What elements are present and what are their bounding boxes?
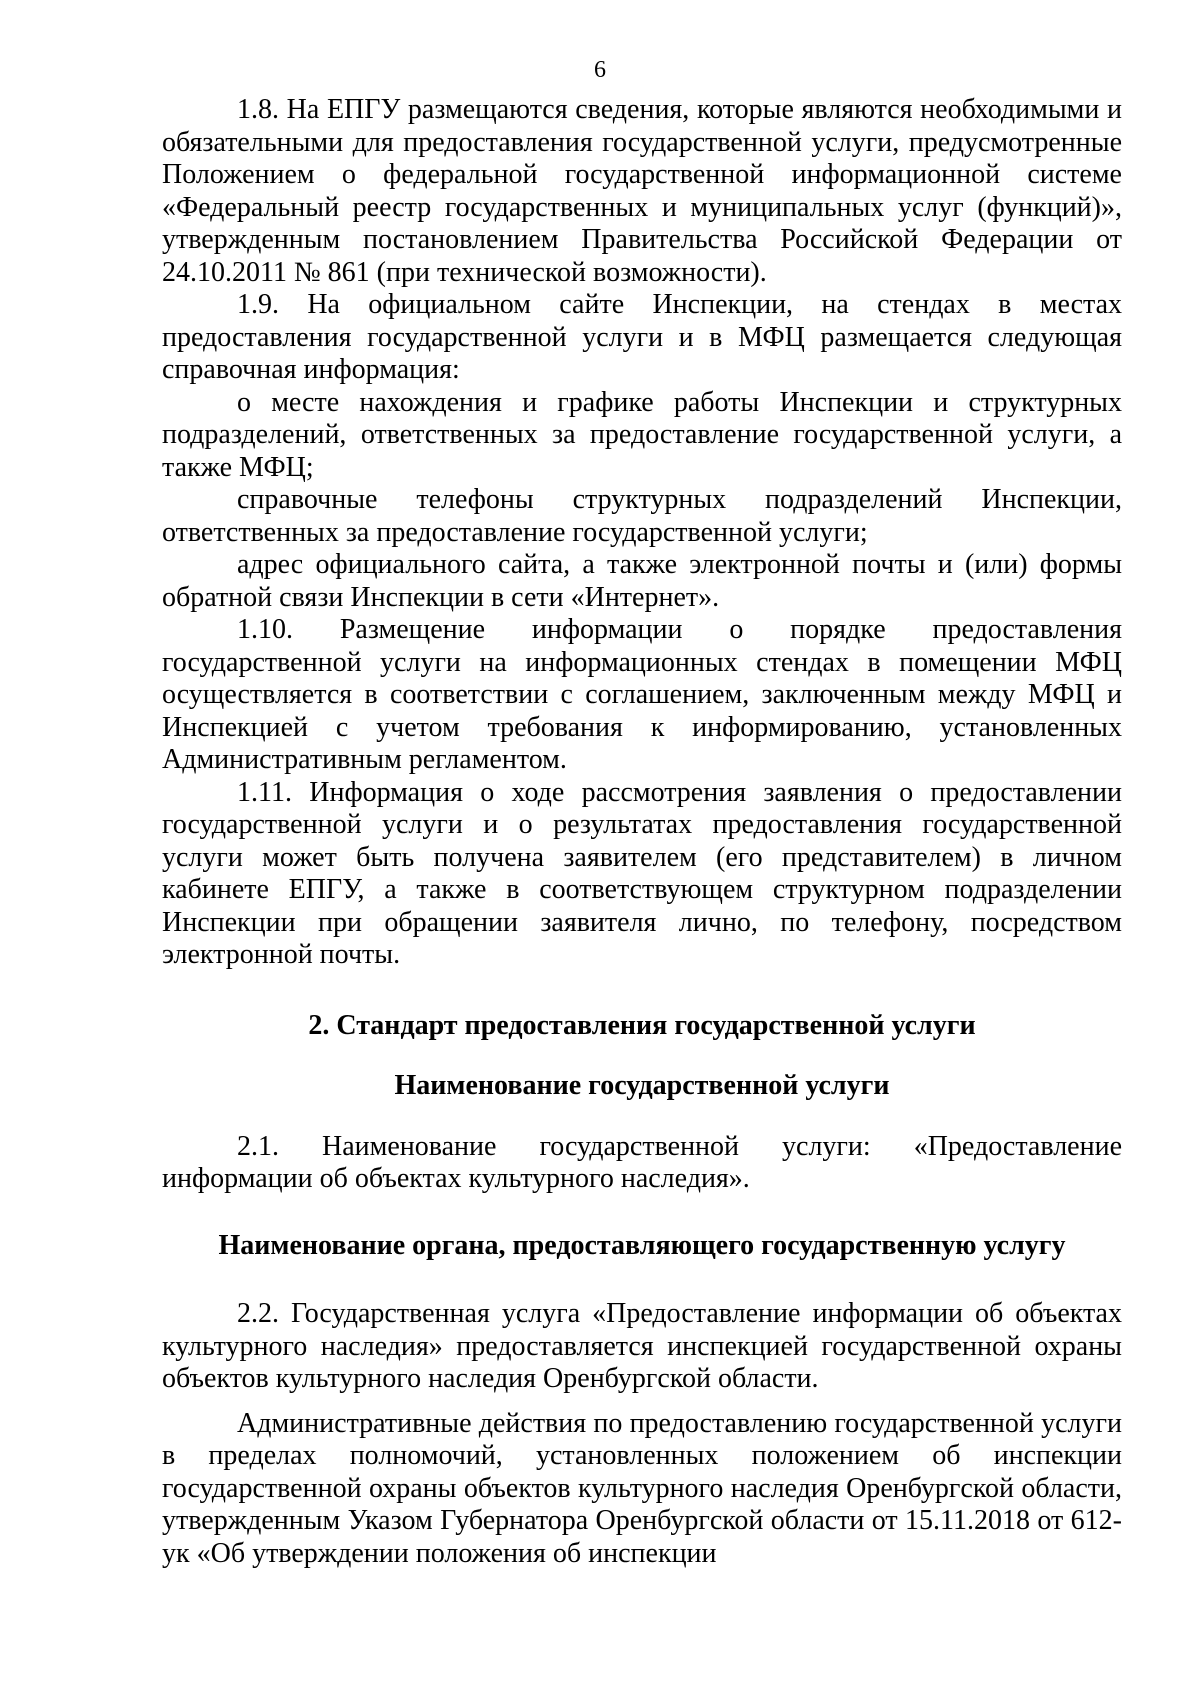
paragraph-2-1: 2.1. Наименование государственной услуги: «Предоставление информации об объектах культурного наследия».: [162, 1130, 1122, 1194]
paragraph-1-9: 1.9. На официальном сайте Инспекции, на стендах в местах предоставления государственной услуги и в МФЦ размещается следующая справочная информация:: [162, 289, 1122, 385]
subheading-service-name: Наименование государственной услуги: [394, 1070, 890, 1101]
paragraph-list-phones: справочные телефоны структурных подразделений Инспекции, ответственных за предоставление государственной услуги;: [162, 484, 1122, 548]
paragraph-list-location: о месте нахождения и графике работы Инспекции и структурных подразделений, ответственных за предоставление государственной услуги, а также МФЦ;: [162, 386, 1122, 483]
paragraph-1-8: 1.8. На ЕПГУ размещаются сведения, которые являются необходимыми и обязательными для предоставления государственной услуги, предусмотренные Положением о федеральной государственной информационной системе «Федеральный реестр государственных и муниципальных услуг (функций)», утвержденным постановлением Правительства Российской Федерации от 24.10.2011 № 861 (при технической возможности).: [162, 94, 1122, 288]
subheading-authority-name: Наименование органа, предоставляющего государственную услугу: [218, 1229, 1066, 1261]
document-body: [162, 94, 1122, 1570]
paragraph-admin-actions: Административные действия по предоставлению государственной услуги в пределах полномочий, установленных положением об инспекции государственной охраны объектов культурного наследия Оренбургской области, утвержденным Указом Губернатора Оренбургской области от 15.11.2018 от 612-ук «Об утверждении положения об инспекции: [162, 1407, 1122, 1569]
paragraph-1-11: 1.11. Информация о ходе рассмотрения заявления о предоставлении государственной услуги и о результатах предоставления государственной услуги может быть получена заявителем (его представителем) в личном кабинете ЕПГУ, а также в соответствующем структурном подразделении Инспекции при обращении заявителя лично, по телефону, посредством электронной почты.: [162, 776, 1122, 970]
paragraph-1-10: 1.10. Размещение информации о порядке предоставления государственной услуги на информационных стендах в помещении МФЦ осуществляется в соответствии с соглашением, заключенным между МФЦ и Инспекцией с учетом требования к информированию, установленных Административным регламентом.: [162, 614, 1122, 775]
paragraph-list-website: адрес официального сайта, а также электронной почты и (или) формы обратной связи Инспекции в сети «Интернет».: [162, 549, 1122, 613]
page-number: 6: [594, 57, 606, 83]
paragraph-2-2: 2.2. Государственная услуга «Предоставление информации об объектах культурного наследия» предоставляется инспекцией государственной охраны объектов культурного наследия Оренбургской области.: [162, 1298, 1122, 1394]
section-heading: 2. Стандарт предоставления государственной услуги: [308, 1009, 976, 1041]
